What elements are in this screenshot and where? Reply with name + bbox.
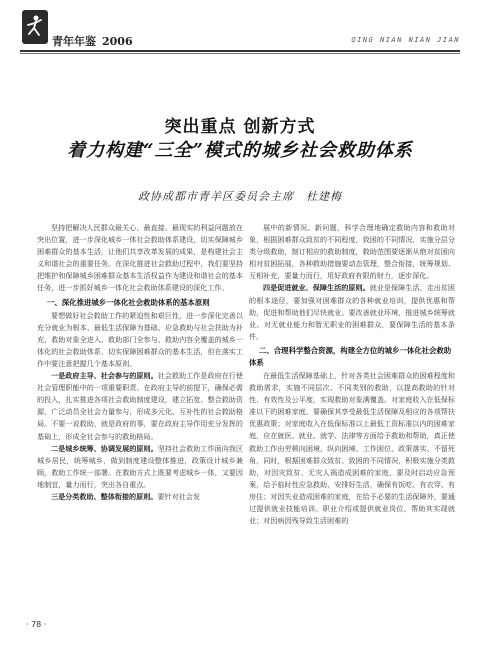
journal-year: 2006 bbox=[102, 35, 133, 48]
left-column bbox=[37, 222, 243, 503]
section-heading: 一、深化推进城乡一体化社会救助体系的基本原则 bbox=[47, 297, 210, 307]
header-rule bbox=[20, 50, 460, 52]
section-heading: 二、合理科学整合资源，构建全方位的城乡一体化社会救助体系 bbox=[249, 345, 452, 367]
author-org: 政协成都市青羊区委员会主席 bbox=[138, 190, 294, 203]
body-paragraph bbox=[37, 443, 243, 491]
journal-name: 青年年鉴 bbox=[52, 35, 96, 48]
paragraph-text: 就业是保障生活、走出贫困的根本途径，要加强对困难群众的各种就业培训，提供优惠和帮助，促进和帮助他们尽快就业。要改善就业环境，推进城乡统筹就业。对无就业能力和暂无职业的困难群众，要保障生活的基本条件。 bbox=[249, 283, 456, 341]
paragraph-lead: 一是政府主导、社会参与的原则。 bbox=[51, 371, 158, 381]
article-title-line2: 着力构建“三全”模式的城乡社会救助体系 bbox=[67, 140, 413, 161]
paragraph-text: 坚持社会救助工作面向我区城乡居民，统筹城乡，做到制度建设整体推进，政策设计城乡兼顾，救助工作统一部署。在救助方式上既要考虑城乡一体，又要因地制宜，量力而行，突出各自重点。 bbox=[37, 443, 244, 489]
dancer-icon bbox=[25, 14, 45, 40]
body-paragraph: 要想做好社会救助工作的紧迫性和艰巨性，进一步深化完善以充分就业为根本、最低生活保障为基础、应急救助与社会扶助为补充，救助对象全进入、救助部门全参与、救助内容全覆盖的城乡一体化的社会救助体系，切实保障困难群众的基本生活，但在落实工作中要注意把握几个基本原则。 bbox=[37, 310, 243, 368]
paragraph-lead: 四是促进就业、保障生活的原则。 bbox=[263, 283, 370, 293]
body-paragraph: 展中的新情况、新问题，科学合理地确定救助内容和救助对象，根据困难群众致贫的不同程度，致困的不同情况，实施分层分类分级救助，制订相应的救助制度，救助范围要逐渐从绝对贫困向相对贫困拓展，各种救助措施要动态管理，整合衔接，统筹规划、互相补充，要量力而行，用好政府有限的财力，逐步深化。 bbox=[249, 223, 455, 281]
paragraph-text: 社会救助工作是政府在行使社会管理职能中的一项重要职责。在政府主导的前提下，确保必需的投入，扎实推进各项社会救助制度建设，建立拓宽、整合救助资源，广泛动员全社会力量参与，形成多元化、互补性的社会救助格局。不要一说救助，就是政府的事，要在政府主导作用充分发挥的基础上，形成全社会参与的救助格局。 bbox=[37, 371, 244, 441]
article-title-line1: 突出重点 创新方式 bbox=[164, 117, 316, 137]
page-header bbox=[0, 0, 480, 62]
paragraph-lead: 三是分类救助、整体衔接的原则。 bbox=[51, 491, 158, 501]
article-author bbox=[0, 188, 480, 204]
body-paragraph: 在最低生活保障基础上，针对各类社会困难群众的困难程度和救助需求，实施不同层次、不同类别的救助，以提高救助的针对性、有效性及公平度，实现救助对象满覆盖。对家庭收入在低保标准以下的困难家庭，要确保其享受最低生活保障及相应的各项帮扶优惠政策；对家庭收入在低保标准以上最低工资标准以内的困难家庭，应在就医、就业、就学、法律等方面给予救助和帮助，真正使救助工作由劳顿向困境、纵向困境、工作困位、政策落实、不留死角，同时，根据困难群众致贫、致困的不同情况，积极实施分类救助，对因灾致贫、无灾人祸造成困难的家庭，要及时启动应急预案，给予临时性应急救助，安排好生活，确保有饭吃、有衣穿、有房住；对因失业造成困难的家庭，在给予必要的生活保障外，要通过提供就业技能培训、职业介绍或提供就业岗位，帮助其实现就业；对因病因残导致生活困难的 bbox=[249, 370, 455, 526]
page-number: · 78 · bbox=[26, 620, 47, 629]
body-paragraph: 坚持把解决人民群众最关心、最直接、最现实的利益问题放在突出位置，进一步深化城乡一体社会救助体系建设，切实保障城乡困难群众的基本生活，让他们共享改革发展的成果，是构建社会主义和谐社会的重要任务。在深化推进社会救助过程中，我们要坚持把维护和保障城乡困难群众基本生活权益作为建设和谐社会的基本任务，进一步抓好城乡一体化社会救助体系建设的深化工作。 bbox=[37, 223, 243, 293]
header-rule-thin bbox=[20, 53, 460, 54]
journal-pinyin: QING NIAN NIAN JIAN bbox=[351, 36, 460, 44]
body-paragraph bbox=[37, 370, 243, 443]
right-column bbox=[249, 222, 455, 527]
journal-title bbox=[52, 33, 133, 49]
body-paragraph bbox=[249, 282, 455, 342]
journal-logo bbox=[22, 10, 48, 44]
body-paragraph bbox=[37, 491, 243, 503]
author-name: 杜建梅 bbox=[306, 190, 342, 203]
paragraph-lead: 二是城乡统筹、协调发展的原则。 bbox=[51, 443, 158, 453]
paragraph-text: 要针对社会发 bbox=[157, 491, 200, 501]
